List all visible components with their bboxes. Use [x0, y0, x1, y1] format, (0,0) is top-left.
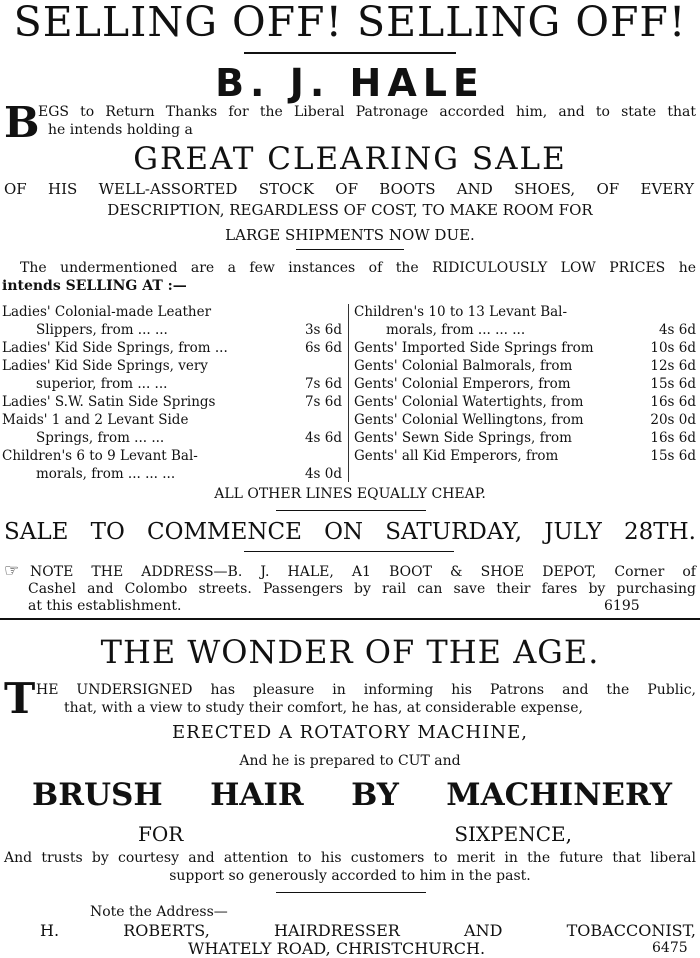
- note-line-3: at this establishment.: [28, 598, 182, 614]
- price: 3s 6d: [304, 322, 342, 338]
- ad2-line-2: that, with a view to study their comfort, he has, at considerable expense,: [64, 700, 583, 716]
- brush-hair-headline: BRUSH HAIR BY MACHINERY: [32, 777, 672, 813]
- stock-line-1: OF HIS WELL-ASSORTED STOCK OF BOOTS AND SHOES, OF EVERY: [4, 180, 694, 198]
- price: 16s 6d: [650, 430, 696, 446]
- address-line-1: H. ROBERTS, HAIRDRESSER AND TOBACCONIST,: [40, 921, 696, 940]
- note-line-1: NOTE THE ADDRESS—B. J. HALE, A1 BOOT & SHOE DEPOT, Corner of: [30, 564, 696, 580]
- address-line-2: WHATELY ROAD, CHRISTCHURCH.: [188, 939, 486, 958]
- list-item: superior, from ... ...: [36, 376, 168, 392]
- divider: [244, 52, 456, 54]
- list-item: Gents' Colonial Wellingtons, from: [354, 412, 584, 428]
- dropcap-b: B: [4, 98, 40, 147]
- ad2-headline: THE WONDER OF THE AGE.: [100, 633, 600, 671]
- intro-line-1: EGS to Return Thanks for the Liberal Patronage accorded him, and to state that: [38, 104, 696, 120]
- list-item: Slippers, from ... ...: [36, 322, 168, 338]
- list-item: Gents' Imported Side Springs from: [354, 340, 594, 356]
- list-item: morals, from ... ... ...: [36, 466, 176, 482]
- prices-line-2: intends SELLING AT :—: [2, 278, 187, 294]
- price: 15s 6d: [650, 448, 696, 464]
- dropcap-t: T: [4, 674, 36, 723]
- for-sixpence: FOR SIXPENCE,: [138, 822, 572, 846]
- sale-commence: SALE TO COMMENCE ON SATURDAY, JULY 28TH.: [4, 519, 696, 545]
- list-item: Ladies' S.W. Satin Side Springs: [2, 394, 216, 410]
- divider: [276, 510, 426, 511]
- ad1-headline: SELLING OFF! SELLING OFF!: [13, 0, 687, 46]
- price: 20s 0d: [650, 412, 696, 428]
- trusts-line-2: support so generously accorded to him in the past.: [169, 868, 531, 884]
- price: 4s 6d: [658, 322, 696, 338]
- erected-machine: ERECTED A ROTATORY MACHINE,: [172, 722, 528, 743]
- divider: [276, 892, 426, 893]
- intro-line-2: he intends holding a: [48, 122, 193, 138]
- list-item: Children's 6 to 9 Levant Bal-: [2, 448, 198, 464]
- price: 16s 6d: [650, 394, 696, 410]
- price: 7s 6d: [304, 394, 342, 410]
- merchant-name: B. J. HALE: [215, 61, 485, 105]
- list-item: Springs, from ... ...: [36, 430, 165, 446]
- divider: [244, 551, 454, 552]
- price: 10s 6d: [650, 340, 696, 356]
- note-line-2: Cashel and Colombo streets. Passengers by rail can save their fares by purchasing: [28, 581, 696, 597]
- price: 12s 6d: [650, 358, 696, 374]
- all-other-lines: ALL OTHER LINES EQUALLY CHEAP.: [214, 486, 486, 502]
- price: 7s 6d: [304, 376, 342, 392]
- price: 4s 0d: [304, 466, 342, 482]
- list-item: Ladies' Colonial-made Leather: [2, 304, 212, 320]
- list-item: morals, from ... ... ...: [386, 322, 526, 338]
- prices-line-1: The undermentioned are a few instances of the RIDICULOUSLY LOW PRICES he: [20, 260, 696, 276]
- list-item: Gents' Colonial Balmorals, from: [354, 358, 573, 374]
- divider: [296, 249, 404, 250]
- stock-line-2: DESCRIPTION, REGARDLESS OF COST, TO MAKE ROOM FOR: [107, 201, 593, 219]
- price: 4s 6d: [304, 430, 342, 446]
- section-divider: [0, 618, 700, 620]
- note-address: Note the Address—: [90, 904, 228, 920]
- price: 15s 6d: [650, 376, 696, 392]
- list-item: Maids' 1 and 2 Levant Side: [2, 412, 189, 428]
- price: 6s 6d: [304, 340, 342, 356]
- list-item: Gents' Colonial Emperors, from: [354, 376, 571, 392]
- ad2-line-1: HE UNDERSIGNED has pleasure in informing his Patrons and the Public,: [36, 682, 696, 698]
- trusts-line-1: And trusts by courtesy and attention to his customers to merit in the future that liberal: [4, 850, 696, 866]
- list-item: Gents' all Kid Emperors, from: [354, 448, 559, 464]
- column-divider: [348, 304, 349, 482]
- list-item: Ladies' Kid Side Springs, from ...: [2, 340, 228, 356]
- list-item: Gents' Sewn Side Springs, from: [354, 430, 572, 446]
- stock-line-3: LARGE SHIPMENTS NOW DUE.: [225, 226, 475, 244]
- ad-reference-number: 6195: [604, 598, 640, 614]
- list-item: Gents' Colonial Watertights, from: [354, 394, 584, 410]
- list-item: Ladies' Kid Side Springs, very: [2, 358, 208, 374]
- ad-reference-number: 6475: [652, 940, 688, 956]
- sale-title: GREAT CLEARING SALE: [133, 141, 567, 177]
- pointing-hand-icon: ☞: [4, 561, 20, 581]
- list-item: Children's 10 to 13 Levant Bal-: [354, 304, 568, 320]
- prepared-line: And he is prepared to CUT and: [239, 753, 461, 769]
